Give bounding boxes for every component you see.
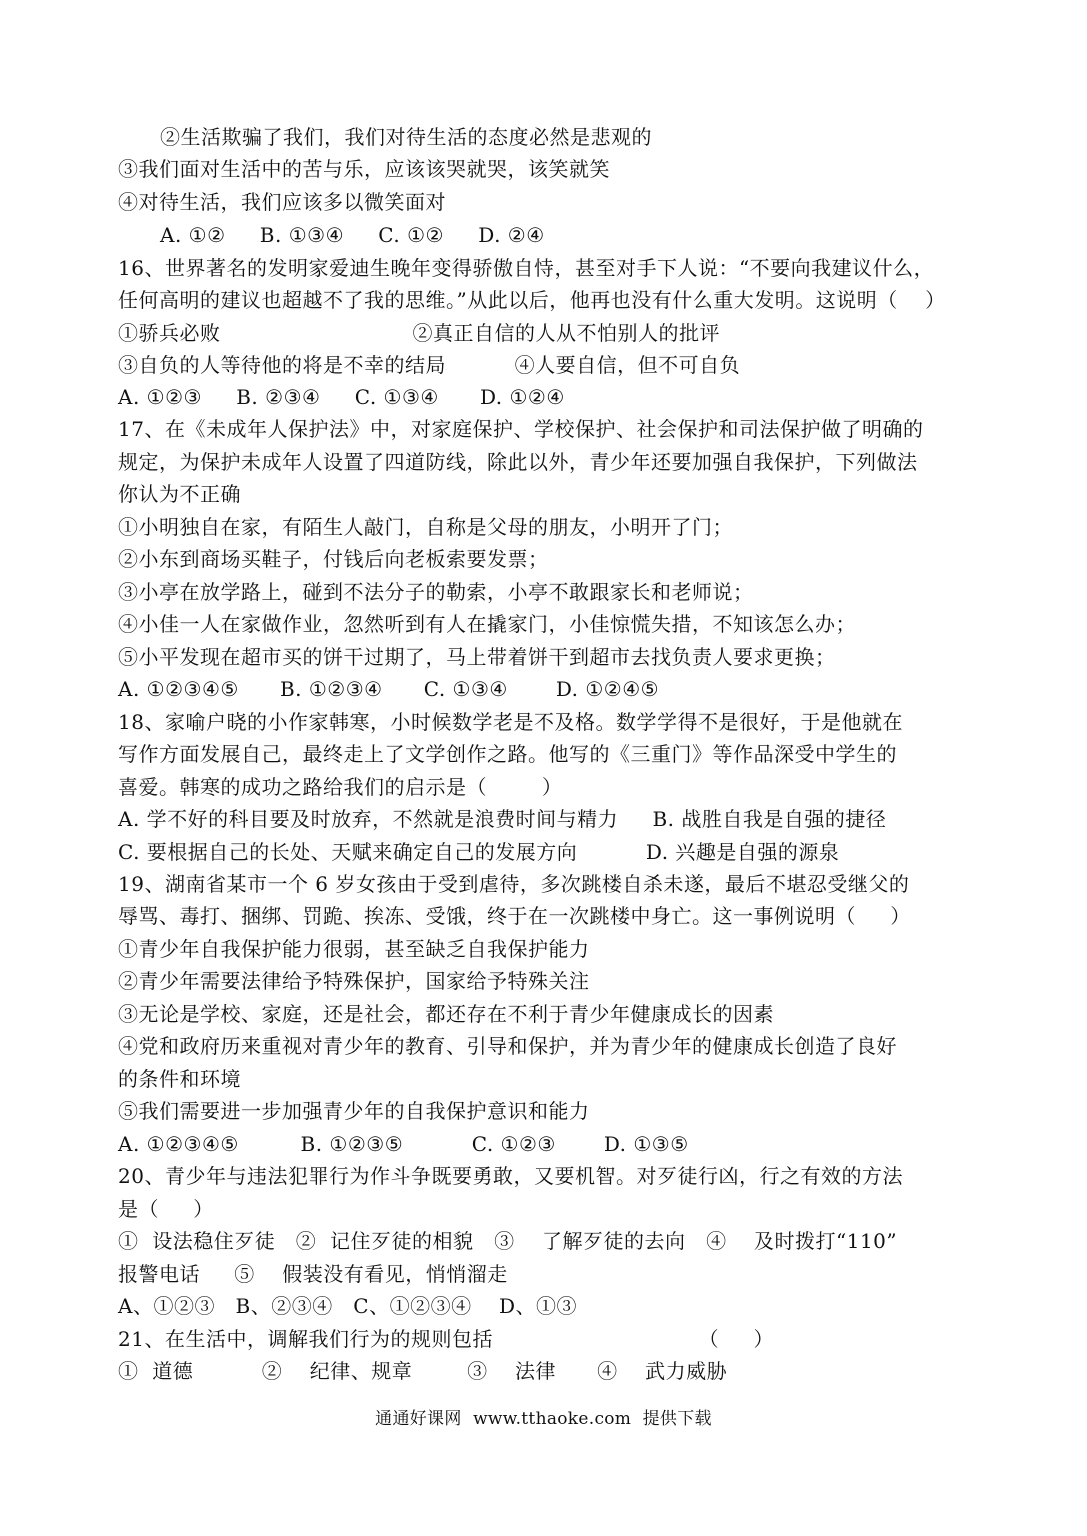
text-line: ②生活欺骗了我们，我们对待生活的态度必然是悲观的 [160, 125, 652, 149]
answer-options: C. 要根据自己的长处、天赋来确定自己的发展方向 D. 兴趣是自强的源泉 [118, 840, 840, 864]
text-line: ④对待生活，我们应该多以微笑面对 [118, 190, 446, 214]
answer-options: A. 学不好的科目要及时放弃，不然就是浪费时间与精力 B. 战胜自我是自强的捷径 [118, 807, 887, 831]
question-18: 18、家喻户晓的小作家韩寒，小时候数学老是不及格。数学学得不是很好，于是他就在 [118, 710, 903, 734]
text-line: ⑤小平发现在超市买的饼干过期了，马上带着饼干到超市去找负责人要求更换； [118, 645, 836, 669]
question-16: 16、世界著名的发明家爱迪生晚年变得骄傲自恃，甚至对手下人说：“不要向我建议什么， [118, 256, 935, 280]
text-line: 是（ ） [118, 1197, 214, 1221]
answer-options: A. ①②③ B. ②③④ C. ①③④ D. ①②④ [118, 385, 565, 409]
text-line: 的条件和环境 [118, 1067, 241, 1091]
answer-options: A、①②③ B、②③④ C、①②③④ D、①③ [118, 1294, 578, 1318]
text-line: ④小佳一人在家做作业，忽然听到有人在撬家门，小佳惊慌失措，不知该怎么办； [118, 612, 856, 636]
question-20: 20、青少年与违法犯罪行为作斗争既要勇敢，又要机智。对歹徒行凶，行之有效的方法 [118, 1164, 903, 1188]
text-line: ① 道德 ② 纪律、规章 ③ 法律 ④ 武力威胁 [118, 1359, 728, 1383]
text-line: 喜爱。韩寒的成功之路给我们的启示是（ ） [118, 775, 563, 799]
text-line: ①小明独自在家，有陌生人敲门，自称是父母的朋友，小明开了门； [118, 515, 733, 539]
text-line: ③我们面对生活中的苦与乐，应该该哭就哭，该笑就笑 [118, 157, 610, 181]
text-line: 规定，为保护未成年人设置了四道防线，除此以外，青少年还要加强自我保护，下列做法 [118, 450, 918, 474]
text-line: 报警电话 ⑤ 假装没有看见，悄悄溜走 [118, 1262, 508, 1286]
text-line: ②青少年需要法律给予特殊保护，国家给予特殊关注 [118, 969, 590, 993]
text-line: ①青少年自我保护能力很弱，甚至缺乏自我保护能力 [118, 937, 590, 961]
answer-options: A. ①②③④⑤ B. ①②③④ C. ①③④ D. ①②④⑤ [118, 677, 660, 701]
text-line: ⑤我们需要进一步加强青少年的自我保护意识和能力 [118, 1099, 590, 1123]
text-line: ③小亭在放学路上，碰到不法分子的勒索，小亭不敢跟家长和老师说； [118, 580, 754, 604]
question-21: 21、在生活中，调解我们行为的规则包括 （ ） [118, 1327, 774, 1351]
answer-options: A. ①② B. ①③④ C. ①② D. ②④ [160, 223, 545, 247]
text-line: 你认为不正确 [118, 482, 241, 506]
question-17: 17、在《未成年人保护法》中，对家庭保护、学校保护、社会保护和司法保护做了明确的 [118, 417, 924, 441]
text-line: ③自负的人等待他的将是不幸的结局 ④人要自信，但不可自负 [118, 353, 741, 377]
answer-options: A. ①②③④⑤ B. ①②③⑤ C. ①②③ D. ①③⑤ [118, 1132, 689, 1156]
text-line: ②小东到商场买鞋子，付钱后向老板索要发票； [118, 547, 549, 571]
text-line: 辱骂、毒打、捆绑、罚跪、挨冻、受饿，终于在一次跳楼中身亡。这一事例说明（ ） [118, 904, 911, 928]
question-19: 19、湖南省某市一个 6 岁女孩由于受到虐待，多次跳楼自杀未遂，最后不堪忍受继父的 [118, 872, 910, 896]
text-line: 任何高明的建议也超越不了我的思维。”从此以后，他再也没有什么重大发明。这说明（ ） [118, 288, 946, 312]
text-line: ④党和政府历来重视对青少年的教育、引导和保护，并为青少年的健康成长创造了良好 [118, 1034, 897, 1058]
page-footer: 通通好课网 www.tthaoke.com 提供下载 [375, 1409, 712, 1429]
text-line: ① 设法稳住歹徒 ② 记住歹徒的相貌 ③ 了解歹徒的去向 ④ 及时拨打“110” [118, 1229, 898, 1253]
text-line: ③无论是学校、家庭，还是社会，都还存在不利于青少年健康成长的因素 [118, 1002, 774, 1026]
text-line: ①骄兵必败 ②真正自信的人从不怕别人的批评 [118, 321, 721, 345]
text-line: 写作方面发展自己，最终走上了文学创作之路。他写的《三重门》等作品深受中学生的 [118, 742, 897, 766]
